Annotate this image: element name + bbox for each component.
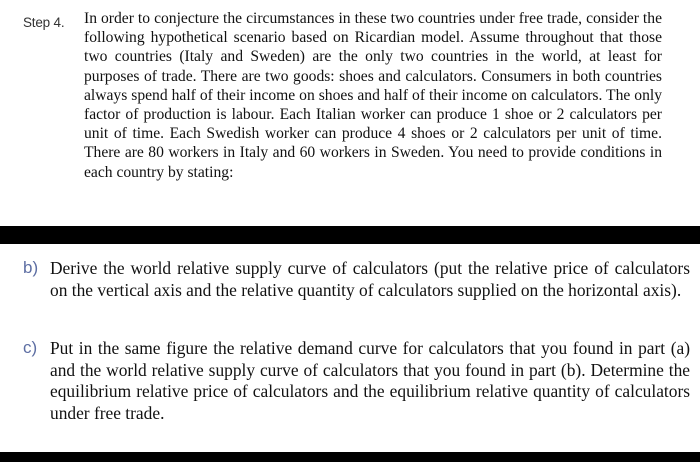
question-c-text: Put in the same figure the relative demand curve for calculators that you found in part (a) and the world relative supply curve of calculators that you found in part (b). Determine the equilibrium relative price of calculators and the equilibrium relative quantity of calculators under free trade.	[50, 338, 690, 423]
step-label: Step 4.	[23, 15, 65, 30]
step-text: In order to conjecture the circumstances in these two countries under free trade, consider the following hypothetical scenario based on Ricardian model. Assume throughout that those two countries (Italy and Sweden) are the only two countries in the world, at least for purposes of trade. There are two goods: shoes and calculators. Consumers in both countries always spend half of their income on shoes and half of their income on calculators. The only factor of production is labour. Each Italian worker can produce 1 shoe or 2 calculators per unit of time. Each Swedish worker can produce 4 shoes or 2 calculators per unit of time. There are 80 workers in Italy and 60 workers in Sweden. You need to provide conditions in each country by stating:	[84, 10, 662, 181]
question-b-letter: b)	[23, 258, 39, 277]
question-c-letter: c)	[23, 338, 38, 357]
step-panel	[0, 0, 700, 226]
question-b-text: Derive the world relative supply curve of calculators (put the relative price of calculators on the vertical axis and the relative quantity of calculators supplied on the horizontal axis).	[50, 258, 690, 300]
